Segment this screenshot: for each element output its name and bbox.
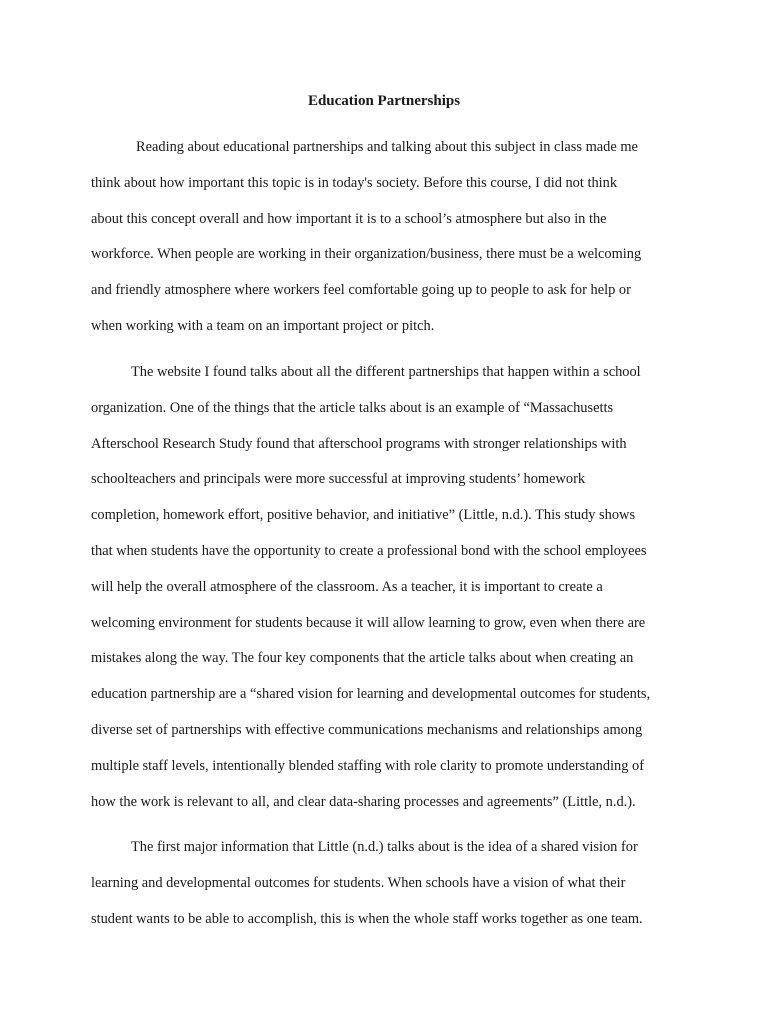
- paragraph-line: that when students have the opportunity to create a professional bond with the school employees: [91, 542, 647, 559]
- paragraph-line: learning and developmental outcomes for students. When schools have a vision of what their: [91, 874, 626, 891]
- paragraph-line: mistakes along the way. The four key components that the article talks about when creating an: [91, 650, 634, 667]
- paragraph-line: completion, homework effort, positive behavior, and initiative” (Little, n.d.). This study shows: [91, 507, 636, 524]
- paragraph-line: organization. One of the things that the article talks about is an example of “Massachusetts: [91, 399, 614, 416]
- paragraph-line: student wants to be able to accomplish, this is when the whole staff works together as one team.: [91, 910, 643, 927]
- paragraph-line: diverse set of partnerships with effective communications mechanisms and relationships among: [91, 721, 643, 738]
- paragraph-line: multiple staff levels, intentionally blended staffing with role clarity to promote understanding of: [91, 757, 644, 774]
- paragraph-line: when working with a team on an important project or pitch.: [91, 317, 435, 334]
- paragraph-3: [91, 830, 681, 937]
- paragraph-line: schoolteachers and principals were more successful at improving students’ homework: [91, 471, 586, 488]
- document-title: Education Partnerships: [307, 93, 461, 109]
- paragraph-line: Afterschool Research Study found that afterschool programs with stronger relationships with: [91, 435, 627, 452]
- paragraph-line: The website I found talks about all the different partnerships that happen within a school: [131, 364, 641, 380]
- paragraph-line: how the work is relevant to all, and clear data-sharing processes and agreements” (Little, n.d.).: [91, 793, 636, 810]
- paragraph-line: welcoming environment for students because it will allow learning to grow, even when there are: [91, 614, 646, 631]
- paragraph-1: [91, 130, 681, 345]
- paragraph-line: education partnership are a “shared vision for learning and developmental outcomes for students,: [91, 686, 651, 703]
- paragraph-2: [91, 355, 681, 820]
- paragraph-line: The first major information that Little (n.d.) talks about is the idea of a shared vision for: [131, 839, 638, 855]
- paragraph-line: about this concept overall and how important it is to a school’s atmosphere but also in the: [91, 210, 607, 227]
- paragraph-line: Reading about educational partnerships and talking about this subject in class made me: [136, 139, 638, 155]
- paragraph-line: will help the overall atmosphere of the classroom. As a teacher, it is important to create a: [91, 578, 603, 595]
- paragraph-line: think about how important this topic is in today's society. Before this course, I did not think: [91, 174, 618, 191]
- paragraph-line: workforce. When people are working in their organization/business, there must be a welcoming: [91, 246, 642, 263]
- paragraph-line: and friendly atmosphere where workers feel comfortable going up to people to ask for help or: [91, 282, 631, 299]
